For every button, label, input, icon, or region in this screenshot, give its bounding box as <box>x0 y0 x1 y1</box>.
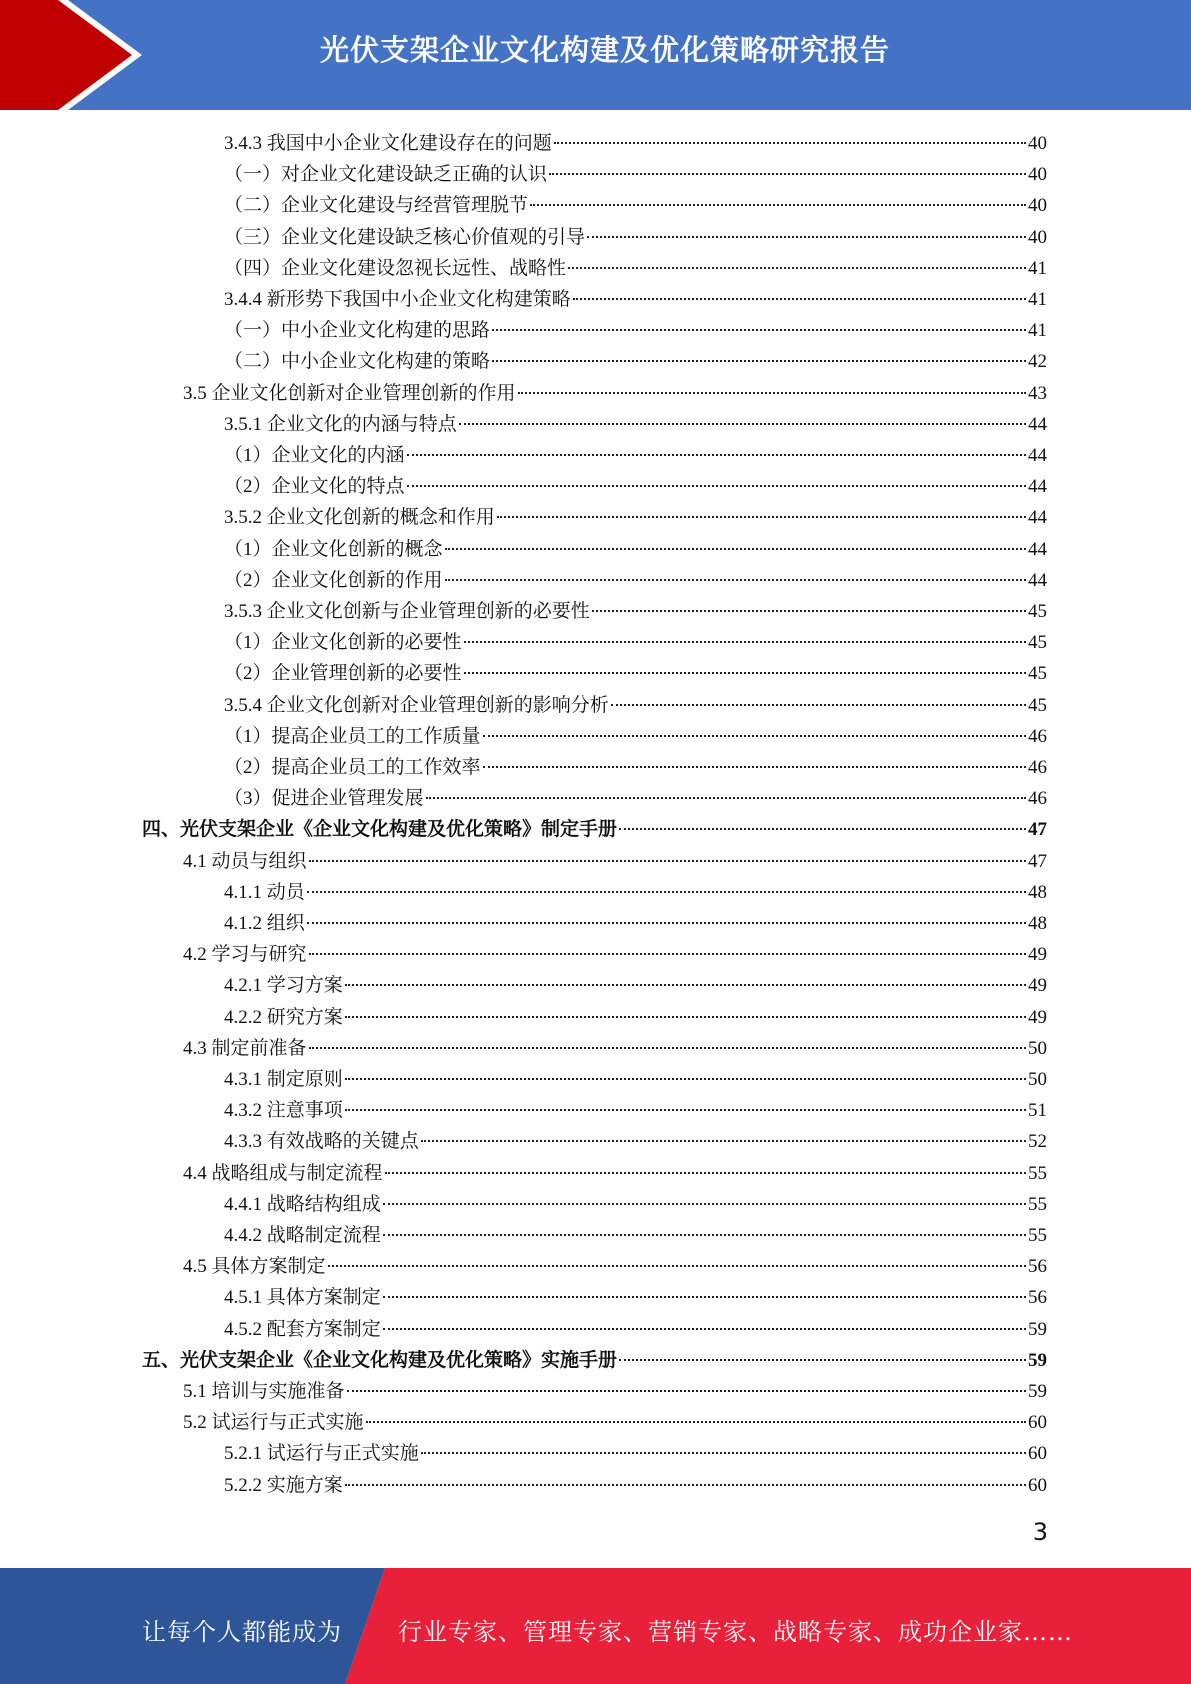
toc-leader-dots <box>309 1046 1026 1049</box>
toc-leader-dots <box>345 983 1026 986</box>
toc-entry-page: 49 <box>1028 944 1047 966</box>
toc-entry-page: 46 <box>1028 757 1047 778</box>
header-banner <box>0 0 1191 110</box>
toc-leader-dots <box>383 1295 1026 1298</box>
toc-entry-title: 4.3.2 注意事项 <box>224 1100 343 1122</box>
chevron-arrow-icon <box>0 0 160 110</box>
toc-leader-dots <box>518 391 1026 394</box>
toc-leader-dots <box>426 796 1026 799</box>
toc-entry-page: 41 <box>1028 257 1047 279</box>
toc-leader-dots <box>492 359 1026 362</box>
toc-entry[interactable] <box>183 1033 1047 1064</box>
toc-entry-page: 44 <box>1028 569 1047 591</box>
toc-entry-title: 3.5.3 企业文化创新与企业管理创新的必要性 <box>224 601 590 622</box>
toc-entry-page: 52 <box>1028 1131 1047 1153</box>
toc-entry-page: 60 <box>1028 1474 1047 1496</box>
toc-entry-title: （2）企业文化创新的作用 <box>224 569 443 591</box>
toc-entry-title: 4.4.2 战略制定流程 <box>224 1225 381 1246</box>
toc-entry-page: 44 <box>1028 445 1047 466</box>
toc-entry[interactable] <box>224 1220 1047 1251</box>
toc-entry-title: 3.4.3 我国中小企业文化建设存在的问题 <box>224 133 552 154</box>
toc-entry[interactable] <box>183 1376 1047 1407</box>
footer-slogan-left: 让每个人都能成为 <box>142 1618 342 1646</box>
toc-entry[interactable] <box>224 128 1047 159</box>
toc-leader-dots <box>385 1171 1026 1174</box>
toc-entry-title: （二）企业文化建设与经营管理脱节 <box>224 195 529 217</box>
toc-entry-page: 46 <box>1028 788 1047 810</box>
toc-entry-title: 3.5.2 企业文化创新的概念和作用 <box>224 507 495 529</box>
toc-leader-dots <box>483 765 1026 768</box>
toc-entry-title: 五、光伏支架企业《企业文化构建及优化策略》实施手册 <box>142 1349 618 1371</box>
toc-entry-title: （2）企业文化的特点 <box>224 476 405 498</box>
toc-entry-page: 56 <box>1028 1287 1047 1309</box>
toc-entry-page: 50 <box>1028 1037 1047 1059</box>
toc-entry[interactable] <box>224 1314 1047 1345</box>
toc-entry[interactable] <box>224 908 1047 939</box>
footer-banner <box>0 1568 1191 1684</box>
toc-entry[interactable] <box>183 846 1047 877</box>
toc-entry[interactable] <box>183 378 1047 409</box>
toc-leader-dots <box>407 484 1026 487</box>
toc-entry[interactable] <box>183 1251 1047 1282</box>
toc-entry-title: 5.1 培训与实施准备 <box>183 1381 345 1402</box>
toc-entry[interactable] <box>224 627 1047 658</box>
toc-entry-page: 46 <box>1028 725 1047 747</box>
toc-entry[interactable] <box>224 253 1047 284</box>
toc-entry[interactable] <box>224 346 1047 377</box>
toc-entry-title: 4.2.1 学习方案 <box>224 975 343 997</box>
toc-leader-dots <box>497 515 1026 518</box>
toc-leader-dots <box>309 952 1026 955</box>
toc-entry-title: 四、光伏支架企业《企业文化构建及优化策略》制定手册 <box>142 819 618 841</box>
toc-entry-page: 45 <box>1028 663 1047 685</box>
toc-entry-title: （3）促进企业管理发展 <box>224 788 424 810</box>
toc-entry-page: 51 <box>1028 1100 1047 1122</box>
toc-entry[interactable] <box>224 534 1047 565</box>
toc-entry-title: 5.2.1 试运行与正式实施 <box>224 1443 419 1465</box>
toc-entry-page: 45 <box>1028 694 1047 716</box>
toc-entry-title: 3.5.1 企业文化的内涵与特点 <box>224 413 457 435</box>
toc-entry-title: （一）对企业文化建设缺乏正确的认识 <box>224 164 548 186</box>
toc-leader-dots <box>464 671 1026 674</box>
toc-entry-page: 42 <box>1028 351 1047 373</box>
toc-leader-dots <box>347 1389 1026 1392</box>
toc-entry-page: 40 <box>1028 226 1047 248</box>
toc-entry-title: 4.5.1 具体方案制定 <box>224 1287 381 1309</box>
toc-leader-dots <box>445 547 1026 550</box>
toc-entry-title: 4.1.2 组织 <box>224 913 305 934</box>
toc-entry-title: 4.5 具体方案制定 <box>183 1256 326 1278</box>
toc-entry[interactable] <box>224 877 1047 908</box>
toc-entry[interactable] <box>224 1126 1047 1157</box>
toc-leader-dots <box>573 297 1026 300</box>
toc-entry-page: 55 <box>1028 1162 1047 1184</box>
toc-entry[interactable] <box>142 1345 1047 1376</box>
toc-entry-page: 59 <box>1028 1318 1047 1340</box>
toc-entry-page: 60 <box>1028 1412 1047 1434</box>
toc-leader-dots <box>554 141 1026 144</box>
toc-entry-title: 4.1.1 动员 <box>224 881 305 903</box>
toc-entry-page: 48 <box>1028 881 1047 903</box>
toc-entry-title: 4.4.1 战略结构组成 <box>224 1193 381 1215</box>
toc-leader-dots <box>345 1108 1026 1111</box>
toc-entry-page: 45 <box>1028 632 1047 654</box>
toc-entry[interactable] <box>224 1189 1047 1220</box>
toc-entry-page: 44 <box>1028 413 1047 435</box>
toc-leader-dots <box>366 1420 1026 1423</box>
toc-entry-page: 55 <box>1028 1225 1047 1246</box>
toc-entry[interactable] <box>224 690 1047 721</box>
toc-entry-page: 40 <box>1028 195 1047 217</box>
toc-entry[interactable] <box>224 502 1047 533</box>
toc-entry-title: 4.3.3 有效战略的关键点 <box>224 1131 419 1153</box>
toc-entry[interactable] <box>224 471 1047 502</box>
toc-leader-dots <box>421 1451 1026 1454</box>
toc-entry-page: 55 <box>1028 1193 1047 1215</box>
toc-entry[interactable] <box>183 939 1047 970</box>
toc-leader-dots <box>587 235 1026 238</box>
toc-entry-page: 40 <box>1028 164 1047 186</box>
toc-entry-title: （1）企业文化创新的必要性 <box>224 632 462 654</box>
toc-entry-page: 45 <box>1028 601 1047 622</box>
toc-entry[interactable] <box>224 190 1047 221</box>
toc-leader-dots <box>383 1202 1026 1205</box>
toc-entry-page: 56 <box>1028 1256 1047 1278</box>
toc-entry-page: 59 <box>1028 1381 1047 1402</box>
toc-entry-title: （二）中小企业文化构建的策略 <box>224 351 491 373</box>
toc-entry-title: （2）提高企业员工的工作效率 <box>224 757 481 778</box>
toc-entry-title: 4.2.2 研究方案 <box>224 1006 343 1028</box>
toc-leader-dots <box>328 1264 1026 1267</box>
toc-entry-title: （1）企业文化创新的概念 <box>224 538 443 560</box>
toc-entry[interactable] <box>224 222 1047 253</box>
toc-entry-page: 41 <box>1028 320 1047 342</box>
toc-entry-title: 5.2.2 实施方案 <box>224 1474 343 1496</box>
toc-leader-dots <box>421 1139 1026 1142</box>
toc-entry[interactable] <box>224 721 1047 752</box>
toc-entry[interactable] <box>224 1064 1047 1095</box>
toc-leader-dots <box>383 1233 1026 1236</box>
toc-leader-dots <box>307 921 1026 924</box>
toc-leader-dots <box>611 703 1026 706</box>
toc-leader-dots <box>530 203 1026 206</box>
toc-entry-page: 44 <box>1028 538 1047 560</box>
toc-entry-title: 3.5 企业文化创新对企业管理创新的作用 <box>183 382 516 404</box>
toc-entry-page: 48 <box>1028 913 1047 934</box>
toc-entry-title: 4.1 动员与组织 <box>183 850 307 872</box>
toc-entry-title: （1）提高企业员工的工作质量 <box>224 725 481 747</box>
toc-entry[interactable] <box>224 783 1047 814</box>
toc-leader-dots <box>568 266 1026 269</box>
toc-leader-dots <box>345 1483 1026 1486</box>
toc-entry-page: 47 <box>1028 819 1047 841</box>
toc-leader-dots <box>619 827 1026 830</box>
toc-entry[interactable] <box>224 1282 1047 1313</box>
toc-entry[interactable] <box>183 1407 1047 1438</box>
toc-entry-title: （一）中小企业文化构建的思路 <box>224 320 491 342</box>
toc-entry-page: 47 <box>1028 850 1047 872</box>
toc-entry[interactable] <box>224 596 1047 627</box>
toc-entry-page: 49 <box>1028 975 1047 997</box>
toc-entry-title: 4.3.1 制定原则 <box>224 1069 343 1090</box>
toc-entry-page: 60 <box>1028 1443 1047 1465</box>
page-number: 3 <box>1032 1518 1048 1546</box>
toc-leader-dots <box>309 859 1026 862</box>
toc-entry-title: （三）企业文化建设缺乏核心价值观的引导 <box>224 226 586 248</box>
footer-slogan-right: 行业专家、管理专家、营销专家、战略专家、成功企业家…… <box>398 1618 1073 1646</box>
toc-leader-dots <box>549 172 1026 175</box>
toc-entry[interactable] <box>224 1438 1047 1469</box>
toc-entry-page: 44 <box>1028 507 1047 529</box>
toc-leader-dots <box>345 1015 1026 1018</box>
toc-entry[interactable] <box>224 159 1047 190</box>
toc-leader-dots <box>383 1327 1026 1330</box>
toc-leader-dots <box>464 640 1026 643</box>
toc-entry[interactable] <box>224 1002 1047 1033</box>
document-title: 光伏支架企业文化构建及优化策略研究报告 <box>319 33 890 67</box>
toc-entry[interactable] <box>224 440 1047 471</box>
toc-entry-title: 3.4.4 新形势下我国中小企业文化构建策略 <box>224 289 571 310</box>
toc-entry[interactable] <box>224 284 1047 315</box>
toc-entry[interactable] <box>183 1158 1047 1189</box>
toc-entry-page: 59 <box>1028 1349 1047 1371</box>
toc-entry-page: 43 <box>1028 382 1047 404</box>
toc-entry-page: 49 <box>1028 1006 1047 1028</box>
toc-leader-dots <box>483 734 1026 737</box>
toc-entry[interactable] <box>142 814 1047 845</box>
toc-entry-page: 50 <box>1028 1069 1047 1090</box>
toc-entry-title: （四）企业文化建设忽视长远性、战略性 <box>224 257 567 279</box>
toc-entry-title: 4.2 学习与研究 <box>183 944 307 966</box>
toc-leader-dots <box>407 453 1026 456</box>
toc-entry[interactable] <box>224 409 1047 440</box>
toc-entry[interactable] <box>224 1470 1047 1501</box>
toc-entry[interactable] <box>224 315 1047 346</box>
toc-entry-title: 5.2 试运行与正式实施 <box>183 1412 364 1434</box>
toc-entry-title: 3.5.4 企业文化创新对企业管理创新的影响分析 <box>224 694 609 716</box>
toc-entry[interactable] <box>224 970 1047 1001</box>
toc-entry-page: 40 <box>1028 133 1047 154</box>
toc-leader-dots <box>459 422 1026 425</box>
toc-entry-title: （2）企业管理创新的必要性 <box>224 663 462 685</box>
toc-entry[interactable] <box>224 1095 1047 1126</box>
toc-entry-title: 4.5.2 配套方案制定 <box>224 1318 381 1340</box>
toc-leader-dots <box>345 1077 1026 1080</box>
toc-entry-title: （1）企业文化的内涵 <box>224 445 405 466</box>
toc-entry-page: 44 <box>1028 476 1047 498</box>
toc-entry[interactable] <box>224 658 1047 689</box>
toc-leader-dots <box>492 328 1026 331</box>
toc-leader-dots <box>307 890 1026 893</box>
toc-entry[interactable] <box>224 752 1047 783</box>
toc-entry-title: 4.4 战略组成与制定流程 <box>183 1162 383 1184</box>
toc-leader-dots <box>445 578 1026 581</box>
toc-entry[interactable] <box>224 565 1047 596</box>
toc-entry-title: 4.3 制定前准备 <box>183 1037 307 1059</box>
toc-leader-dots <box>592 609 1026 612</box>
toc-leader-dots <box>619 1358 1026 1361</box>
toc-entry-page: 41 <box>1028 289 1047 310</box>
